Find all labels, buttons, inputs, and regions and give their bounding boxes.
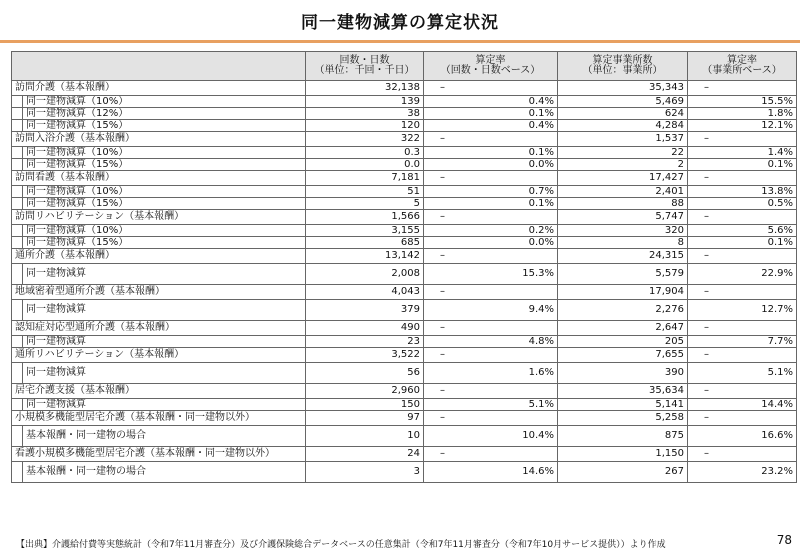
count-value: 32,138 (306, 81, 424, 96)
rate-office-value: – (688, 132, 797, 147)
rate-office-value: – (688, 411, 797, 426)
header-rate-offices: 算定率 （事業所ベース） (688, 52, 797, 81)
office-count-value: 1,150 (558, 447, 688, 462)
table-header-row (12, 52, 797, 81)
office-count-value: 390 (558, 363, 688, 384)
row-label: 訪問入浴介護（基本報酬） (12, 132, 306, 147)
table-row-main (12, 411, 797, 426)
row-label (12, 426, 306, 447)
count-value: 3,522 (306, 348, 424, 363)
rate-office-value: – (688, 249, 797, 264)
count-value: 120 (306, 120, 424, 132)
rate-count-value: 0.2% (424, 225, 558, 237)
count-value: 0.0 (306, 159, 424, 171)
table-row-main (12, 132, 797, 147)
rate-office-value: 23.2% (688, 462, 797, 483)
rate-count-value: – (424, 411, 558, 426)
row-label (12, 336, 306, 348)
office-count-value: 875 (558, 426, 688, 447)
count-value: 1,566 (306, 210, 424, 225)
office-count-value: 205 (558, 336, 688, 348)
count-value: 7,181 (306, 171, 424, 186)
rate-office-value: 7.7% (688, 336, 797, 348)
rate-count-value: 14.6% (424, 462, 558, 483)
office-count-value: 5,141 (558, 399, 688, 411)
table-row-sub (12, 363, 797, 384)
office-count-value: 5,747 (558, 210, 688, 225)
row-label: 訪問リハビリテーション（基本報酬） (12, 210, 306, 225)
row-sublabel: 基本報酬・同一建物の場合 (22, 426, 302, 446)
table-row-main (12, 348, 797, 363)
office-count-value: 35,343 (558, 81, 688, 96)
row-label (12, 108, 306, 120)
row-sublabel: 同一建物減算（10%） (22, 186, 302, 197)
office-count-value: 5,469 (558, 96, 688, 108)
row-sublabel: 同一建物減算（10%） (22, 225, 302, 236)
row-sublabel: 同一建物減算（10%） (22, 96, 302, 107)
row-label (12, 300, 306, 321)
office-count-value: 2 (558, 159, 688, 171)
rate-count-value: – (424, 132, 558, 147)
header-blank (12, 52, 306, 81)
row-label (12, 120, 306, 132)
table-row-main (12, 249, 797, 264)
rate-office-value: 12.1% (688, 120, 797, 132)
row-label: 看護小規模多機能型居宅介護（基本報酬・同一建物以外） (12, 447, 306, 462)
count-value: 13,142 (306, 249, 424, 264)
table-row-main (12, 285, 797, 300)
row-label (12, 186, 306, 198)
row-sublabel: 同一建物減算（15%） (22, 120, 302, 131)
rate-count-value: – (424, 321, 558, 336)
rate-office-value: – (688, 81, 797, 96)
rate-count-value: 0.1% (424, 147, 558, 159)
table-row-sub (12, 264, 797, 285)
rate-office-value: – (688, 447, 797, 462)
rate-office-value: 5.1% (688, 363, 797, 384)
row-label: 居宅介護支援（基本報酬） (12, 384, 306, 399)
table-row-sub (12, 237, 797, 249)
count-value: 97 (306, 411, 424, 426)
row-label (12, 264, 306, 285)
count-value: 10 (306, 426, 424, 447)
table-row-main (12, 210, 797, 225)
table-row-main (12, 384, 797, 399)
table-row-sub (12, 186, 797, 198)
row-sublabel: 同一建物減算 (22, 363, 302, 383)
office-count-value: 35,634 (558, 384, 688, 399)
rate-office-value: 12.7% (688, 300, 797, 321)
office-count-value: 2,401 (558, 186, 688, 198)
table-row-main (12, 171, 797, 186)
office-count-value: 8 (558, 237, 688, 249)
rate-count-value: 1.6% (424, 363, 558, 384)
office-count-value: 7,655 (558, 348, 688, 363)
row-sublabel: 同一建物減算 (22, 264, 302, 284)
row-sublabel: 同一建物減算 (22, 300, 302, 320)
rate-office-value: 15.5% (688, 96, 797, 108)
count-value: 5 (306, 198, 424, 210)
count-value: 4,043 (306, 285, 424, 300)
table-row-sub (12, 300, 797, 321)
rate-count-value: 0.4% (424, 120, 558, 132)
page-number: 78 (776, 533, 792, 547)
rate-office-value: 16.6% (688, 426, 797, 447)
rate-count-value: – (424, 348, 558, 363)
table-row-sub (12, 147, 797, 159)
count-value: 490 (306, 321, 424, 336)
table-row-sub (12, 159, 797, 171)
rate-count-value: 10.4% (424, 426, 558, 447)
row-sublabel: 同一建物減算（12%） (22, 108, 302, 119)
rate-count-value: – (424, 210, 558, 225)
office-count-value: 2,276 (558, 300, 688, 321)
row-sublabel: 同一建物減算（15%） (22, 198, 302, 209)
table-row-sub (12, 399, 797, 411)
row-label (12, 96, 306, 108)
rate-count-value: 0.1% (424, 198, 558, 210)
rate-count-value: – (424, 171, 558, 186)
row-label (12, 462, 306, 483)
rate-count-value: 9.4% (424, 300, 558, 321)
row-label (12, 159, 306, 171)
rate-office-value: 13.8% (688, 186, 797, 198)
rate-count-value: – (424, 81, 558, 96)
row-label (12, 399, 306, 411)
source-note: 【出典】介護給付費等実態統計（令和7年11月審査分）及び介護保険総合データベースの任意集計（令和7年11月審査分（令和7年10月サービス提供））より作成 (16, 540, 666, 550)
count-value: 322 (306, 132, 424, 147)
count-value: 0.3 (306, 147, 424, 159)
table-row-sub (12, 225, 797, 237)
count-value: 685 (306, 237, 424, 249)
rate-office-value: 5.6% (688, 225, 797, 237)
row-sublabel: 同一建物減算（15%） (22, 237, 302, 248)
rate-office-value: 0.1% (688, 237, 797, 249)
count-value: 38 (306, 108, 424, 120)
data-table (11, 51, 797, 483)
office-count-value: 22 (558, 147, 688, 159)
office-count-value: 88 (558, 198, 688, 210)
row-label: 通所リハビリテーション（基本報酬） (12, 348, 306, 363)
office-count-value: 267 (558, 462, 688, 483)
office-count-value: 17,427 (558, 171, 688, 186)
rate-office-value: – (688, 210, 797, 225)
office-count-value: 24,315 (558, 249, 688, 264)
row-label: 地域密着型通所介護（基本報酬） (12, 285, 306, 300)
rate-count-value: – (424, 249, 558, 264)
count-value: 23 (306, 336, 424, 348)
office-count-value: 17,904 (558, 285, 688, 300)
table-row-main (12, 81, 797, 96)
row-label: 小規模多機能型居宅介護（基本報酬・同一建物以外） (12, 411, 306, 426)
count-value: 3,155 (306, 225, 424, 237)
office-count-value: 624 (558, 108, 688, 120)
rate-count-value: – (424, 447, 558, 462)
office-count-value: 4,284 (558, 120, 688, 132)
count-value: 2,960 (306, 384, 424, 399)
rate-count-value: – (424, 384, 558, 399)
rate-office-value: 1.4% (688, 147, 797, 159)
table-row-main (12, 447, 797, 462)
table-row-sub (12, 96, 797, 108)
page-title: 同一建物減算の算定状況 (301, 13, 499, 33)
title-divider (0, 40, 800, 43)
count-value: 3 (306, 462, 424, 483)
row-label (12, 363, 306, 384)
rate-office-value: – (688, 348, 797, 363)
rate-office-value: 14.4% (688, 399, 797, 411)
rate-office-value: – (688, 384, 797, 399)
rate-count-value: – (424, 285, 558, 300)
office-count-value: 2,647 (558, 321, 688, 336)
office-count-value: 320 (558, 225, 688, 237)
rate-office-value: – (688, 171, 797, 186)
count-value: 56 (306, 363, 424, 384)
table-row-main (12, 321, 797, 336)
row-sublabel: 同一建物減算（15%） (22, 159, 302, 170)
rate-office-value: – (688, 285, 797, 300)
rate-office-value: 1.8% (688, 108, 797, 120)
table-row-sub (12, 426, 797, 447)
rate-count-value: 15.3% (424, 264, 558, 285)
rate-count-value: 0.7% (424, 186, 558, 198)
row-label: 認知症対応型通所介護（基本報酬） (12, 321, 306, 336)
table-row-sub (12, 120, 797, 132)
rate-count-value: 5.1% (424, 399, 558, 411)
row-label (12, 225, 306, 237)
rate-office-value: 0.1% (688, 159, 797, 171)
count-value: 379 (306, 300, 424, 321)
rate-count-value: 0.4% (424, 96, 558, 108)
table-row-sub (12, 336, 797, 348)
rate-office-value: – (688, 321, 797, 336)
header-offices: 算定事業所数 （単位：事業所） (558, 52, 688, 81)
row-label: 訪問介護（基本報酬） (12, 81, 306, 96)
row-label: 訪問看護（基本報酬） (12, 171, 306, 186)
row-sublabel: 同一建物減算 (22, 336, 302, 347)
count-value: 2,008 (306, 264, 424, 285)
count-value: 150 (306, 399, 424, 411)
row-label: 通所介護（基本報酬） (12, 249, 306, 264)
row-label (12, 198, 306, 210)
count-value: 24 (306, 447, 424, 462)
rate-office-value: 0.5% (688, 198, 797, 210)
table-row-sub (12, 108, 797, 120)
table-row-sub (12, 198, 797, 210)
office-count-value: 5,258 (558, 411, 688, 426)
rate-office-value: 22.9% (688, 264, 797, 285)
office-count-value: 5,579 (558, 264, 688, 285)
header-count: 回数・日数 （単位：千回・千日） (306, 52, 424, 81)
table-row-sub (12, 462, 797, 483)
count-value: 51 (306, 186, 424, 198)
rate-count-value: 4.8% (424, 336, 558, 348)
office-count-value: 1,537 (558, 132, 688, 147)
row-sublabel: 同一建物減算（10%） (22, 147, 302, 158)
row-label (12, 237, 306, 249)
rate-count-value: 0.0% (424, 237, 558, 249)
row-label (12, 147, 306, 159)
rate-count-value: 0.0% (424, 159, 558, 171)
row-sublabel: 基本報酬・同一建物の場合 (22, 462, 302, 482)
row-sublabel: 同一建物減算 (22, 399, 302, 410)
header-rate-count: 算定率 （回数・日数ベース） (424, 52, 558, 81)
count-value: 139 (306, 96, 424, 108)
rate-count-value: 0.1% (424, 108, 558, 120)
